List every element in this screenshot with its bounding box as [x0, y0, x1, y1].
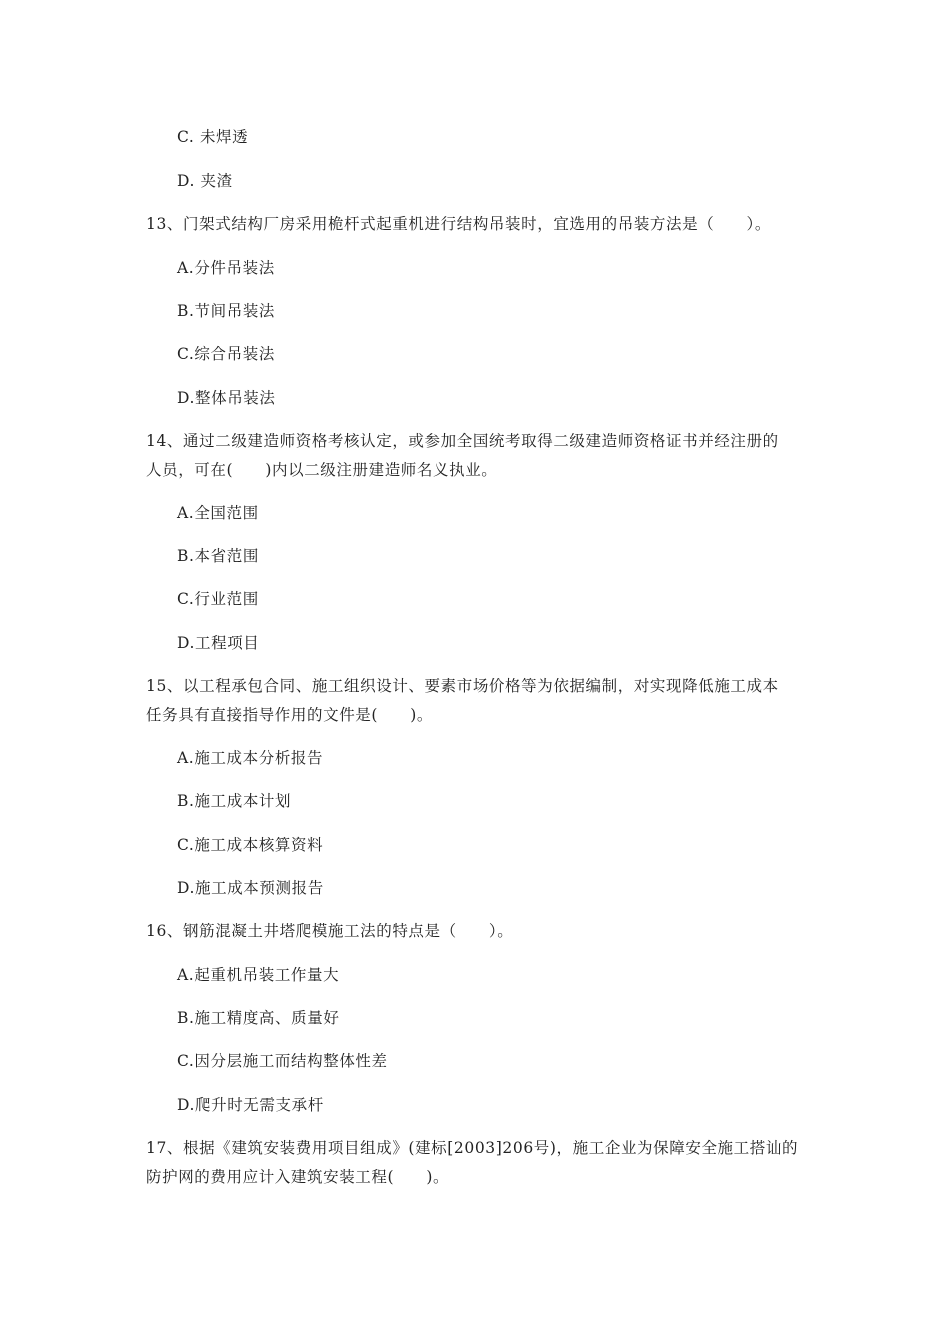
q13-option-b: B.节间吊装法: [177, 302, 276, 320]
q12-option-d: D. 夹渣: [177, 172, 233, 190]
question-14-text-line1: 14、通过二级建造师资格考核认定，或参加全国统考取得二级建造师资格证书并经注册的: [146, 432, 779, 450]
q16-option-a: A.起重机吊装工作量大: [177, 966, 340, 984]
q16-option-b: B.施工精度高、质量好: [177, 1009, 340, 1027]
q12-option-c: C. 未焊透: [177, 128, 249, 146]
q15-option-b: B.施工成本计划: [177, 792, 292, 810]
q15-option-a: A.施工成本分析报告: [177, 749, 324, 767]
q13-option-a: A.分件吊装法: [177, 259, 275, 277]
question-17-text-line2: 防护网的费用应计入建筑安装工程( )。: [146, 1168, 450, 1186]
q16-option-d: D.爬升时无需支承杆: [177, 1096, 324, 1114]
q16-option-c: C.因分层施工而结构整体性差: [177, 1052, 388, 1070]
question-16-text: 16、钢筋混凝土井塔爬模施工法的特点是（ ）。: [146, 922, 514, 940]
q14-option-b: B.本省范围: [177, 547, 259, 565]
q13-option-c: C.综合吊装法: [177, 345, 275, 363]
q14-option-c: C.行业范围: [177, 590, 259, 608]
q14-option-d: D.工程项目: [177, 634, 260, 652]
q15-option-d: D.施工成本预测报告: [177, 879, 324, 897]
question-14-text-line2: 人员，可在( )内以二级注册建造师名义执业。: [146, 461, 498, 479]
q14-option-a: A.全国范围: [177, 504, 259, 522]
q13-option-d: D.整体吊装法: [177, 389, 276, 407]
question-15-text-line1: 15、以工程承包合同、施工组织设计、要素市场价格等为依据编制，对实现降低施工成本: [146, 677, 779, 695]
question-13-text: 13、门架式结构厂房采用桅杆式起重机进行结构吊装时，宜选用的吊装方法是（ ）。: [146, 215, 771, 233]
question-15-text-line2: 任务具有直接指导作用的文件是( )。: [146, 706, 433, 724]
q15-option-c: C.施工成本核算资料: [177, 836, 324, 854]
question-17-text-line1: 17、根据《建筑安装费用项目组成》(建标[2003]206号)，施工企业为保障安全施工搭讪的: [146, 1139, 799, 1157]
